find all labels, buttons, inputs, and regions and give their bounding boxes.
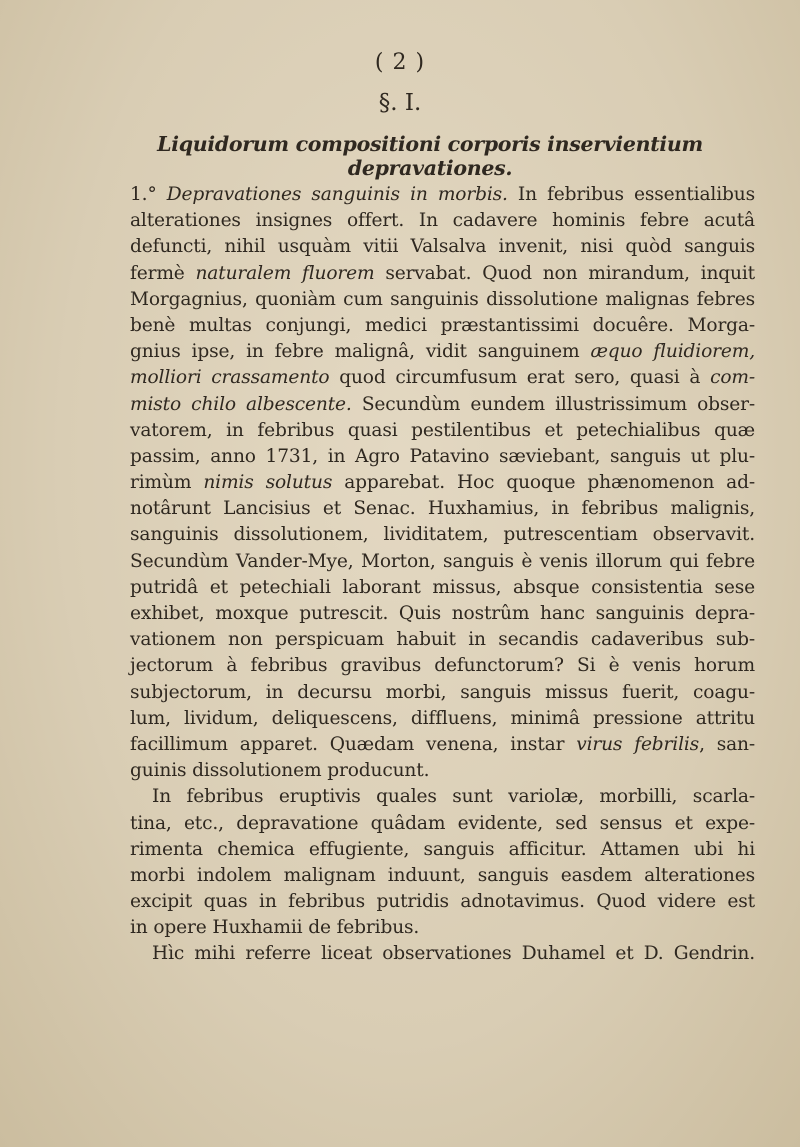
text-segment: benè multas conjungi, medici præstantissimi docuêre. Morga- [130, 314, 755, 336]
text-segment: Secundùm Vander-Mye, Morton, sanguis è venis illorum qui febre [130, 550, 755, 572]
text-segment: rimenta chemica effugiente, sanguis afficitur. Attamen ubi hi [130, 838, 755, 860]
text-segment: subjectorum, in decursu morbi, sanguis missus fuerit, coagu- [130, 681, 755, 703]
text-segment: Hìc mihi referre liceat observationes Duhamel et D. Gendrin. [152, 943, 755, 965]
text-line [130, 208, 755, 234]
text-line [130, 653, 755, 679]
text-line [130, 470, 755, 496]
text-line [130, 418, 755, 444]
text-line [130, 758, 755, 784]
body-text [130, 182, 755, 968]
text-segment: apparebat. Hoc quoque phænomenon ad- [332, 472, 755, 494]
text-segment: , san- [699, 733, 756, 755]
italic-text: Depravationes sanguinis in morbis. [166, 184, 508, 205]
italic-text: com- [710, 367, 755, 389]
italic-text: virus febrilis [576, 733, 700, 755]
text-line [130, 732, 755, 758]
text-segment: passim, anno 1731, in Agro Patavino sæviebant, sanguis ut plu- [130, 445, 755, 467]
section-subtitle: Liquidorum compositioni corporis inservientium depravationes. [157, 132, 703, 180]
text-segment: defuncti, nihil usquàm vitii Valsalva invenit, nisi quòd sanguis [130, 236, 755, 258]
text-segment: exhibet, moxque putrescit. Quis nostrûm hanc sanguinis depra- [130, 603, 755, 624]
text-line [130, 575, 755, 601]
text-line [130, 863, 755, 889]
text-line [130, 261, 755, 287]
text-segment: gnius ipse, in febre malignâ, vidit sanguinem [130, 341, 591, 363]
paragraph-3 [130, 941, 755, 967]
text-line [130, 234, 755, 260]
text-line [130, 941, 755, 967]
text-segment: sanguinis dissolutionem, lividitatem, putrescentiam observavit. [130, 524, 755, 546]
text-line [130, 182, 755, 208]
section-heading: §. I. [378, 90, 422, 116]
text-segment: jectorum à febribus gravibus defunctorum? Si è venis horum [130, 655, 755, 677]
text-line [130, 784, 755, 810]
text-line [130, 496, 755, 522]
italic-text: molliori crassamento [130, 367, 330, 389]
text-line [130, 627, 755, 653]
text-line [130, 889, 755, 915]
text-segment: vationem non perspicuam habuit in secandis cadaveribus sub- [130, 629, 755, 651]
text-line [130, 522, 755, 548]
text-segment: facillimum apparet. Quædam venena, instar [130, 733, 577, 755]
text-segment: morbi indolem malignam induunt, sanguis easdem alterationes [130, 864, 755, 886]
text-segment: servabat. Quod non mirandum, inquit [374, 262, 755, 284]
text-segment: excipit quas in febribus putridis adnotavimus. Quod videre est [130, 891, 755, 913]
text-line [130, 706, 755, 732]
text-segment: tina, etc., depravatione quâdam evidente, sed sensus et expe- [130, 812, 755, 834]
text-line [130, 444, 755, 470]
text-segment: guinis dissolutionem producunt. [130, 760, 430, 782]
text-segment: In febribus eruptivis quales sunt variolæ, morbilli, scarla- [152, 786, 755, 808]
text-line [130, 601, 755, 627]
text-line [130, 811, 755, 837]
text-line [130, 915, 755, 941]
text-segment: notârunt Lancisius et Senac. Huxhamius, in febribus malignis, [130, 498, 755, 520]
italic-text: nimis solutus [203, 472, 333, 494]
text-line [130, 287, 755, 313]
text-segment: 1.° [130, 184, 167, 205]
paragraph-2 [130, 784, 755, 941]
paragraph-1 [130, 182, 755, 784]
text-segment: in opere Huxhamii de febribus. [130, 917, 420, 939]
text-segment: Secundùm eundem illustrissimum obser- [351, 393, 755, 415]
italic-text: misto chilo albescente. [130, 393, 352, 415]
text-line [130, 837, 755, 863]
text-segment: rimùm [130, 472, 204, 494]
text-segment: In febribus essentialibus [507, 184, 755, 205]
text-line [130, 549, 755, 575]
italic-text: æquo fluidiorem, [590, 341, 755, 363]
italic-text: naturalem fluorem [195, 262, 375, 284]
text-segment: putridâ et petechiali laborant missus, absque consistentia sese [130, 576, 755, 598]
text-line [130, 680, 755, 706]
text-line [130, 392, 755, 418]
page-number: ( 2 ) [374, 50, 426, 75]
text-segment: vatorem, in febribus quasi pestilentibus et petechialibus quæ [130, 419, 755, 441]
text-line [130, 313, 755, 339]
text-segment: quod circumfusum erat sero, quasi à [329, 367, 711, 389]
text-line [130, 339, 755, 365]
text-line [130, 365, 755, 391]
text-segment: alterationes insignes offert. In cadavere hominis febre acutâ [130, 210, 755, 232]
text-segment: fermè [130, 262, 196, 284]
text-segment: Morgagnius, quoniàm cum sanguinis dissolutione malignas febres [130, 288, 755, 310]
text-segment: lum, lividum, deliquescens, diffluens, minimâ pressione attritu [130, 707, 755, 729]
